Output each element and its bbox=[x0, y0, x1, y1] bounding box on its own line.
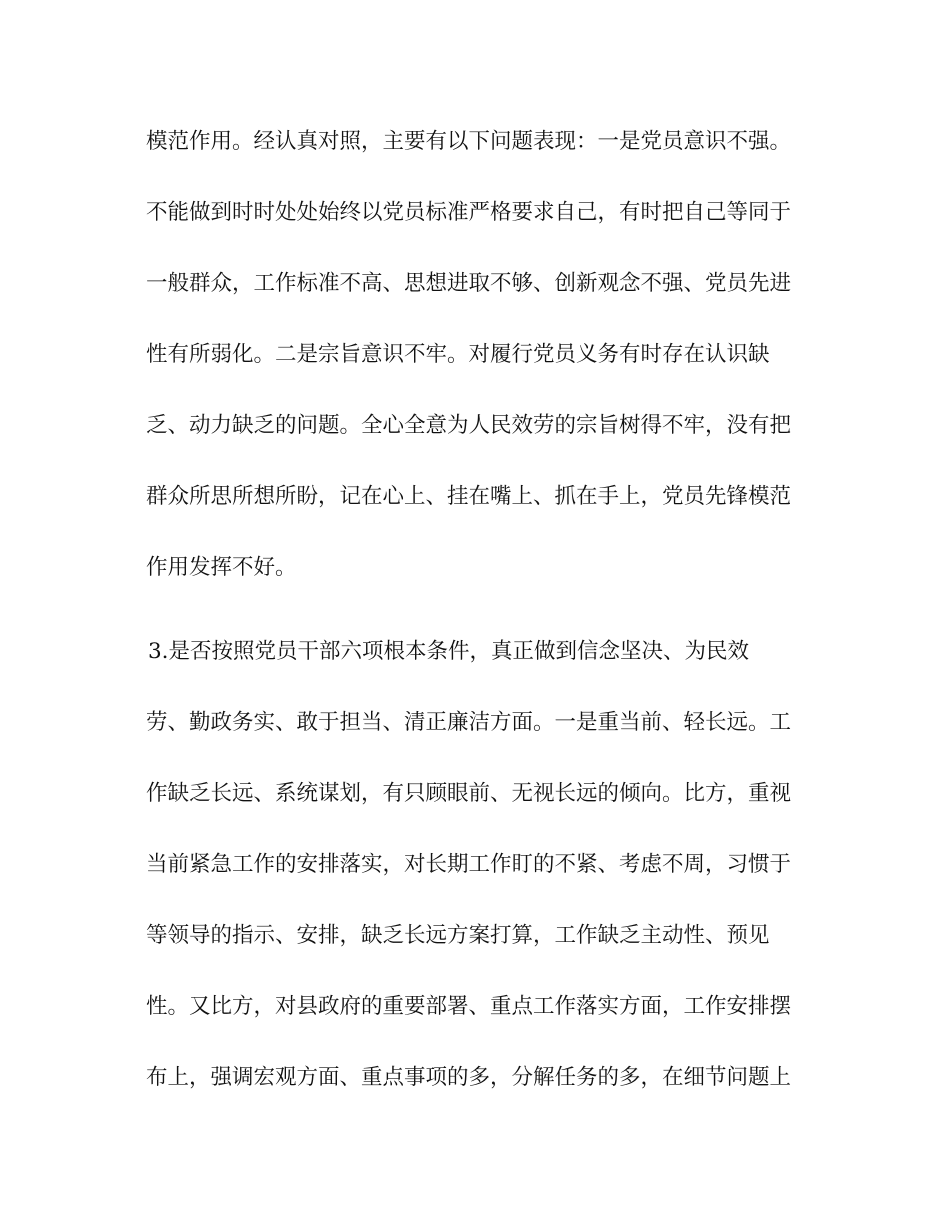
text-line-2: 不能做到时时处处始终以党员标准严格要求自己，有时把自己等同于 bbox=[146, 200, 792, 225]
text-line-6: 群众所思所想所盼，记在心上、挂在嘴上、抓在手上，党员先锋模范 bbox=[146, 484, 792, 509]
text-line-7: 作用发挥不好。 bbox=[146, 555, 297, 580]
text-line-4: 性有所弱化。二是宗旨意识不牢。对履行党员义务有时存在认识缺 bbox=[146, 342, 770, 367]
text-line-3: 一般群众，工作标准不高、思想进取不够、创新观念不强、党员先进 bbox=[146, 271, 792, 296]
text-line-8: 3.是否按照党员干部六项根本条件，真正做到信念坚决、为民效 bbox=[148, 639, 750, 664]
text-line-13: 性。又比方，对县政府的重要部署、重点工作落实方面，工作安排摆 bbox=[146, 994, 792, 1019]
text-line-1: 模范作用。经认真对照，主要有以下问题表现：一是党员意识不强。 bbox=[146, 129, 792, 154]
text-line-10: 作缺乏长远、系统谋划，有只顾眼前、无视长远的倾向。比方，重视 bbox=[146, 781, 792, 806]
text-line-12: 等领导的指示、安排，缺乏长远方案打算，工作缺乏主动性、预见 bbox=[146, 923, 770, 948]
text-line-11: 当前紧急工作的安排落实，对长期工作盯的不紧、考虑不周，习惯于 bbox=[146, 852, 792, 877]
text-line-14: 布上，强调宏观方面、重点事项的多，分解任务的多，在细节问题上 bbox=[146, 1065, 792, 1090]
text-line-9: 劳、勤政务实、敢于担当、清正廉洁方面。一是重当前、轻长远。工 bbox=[146, 710, 792, 735]
text-line-5: 乏、动力缺乏的问题。全心全意为人民效劳的宗旨树得不牢，没有把 bbox=[146, 413, 792, 438]
